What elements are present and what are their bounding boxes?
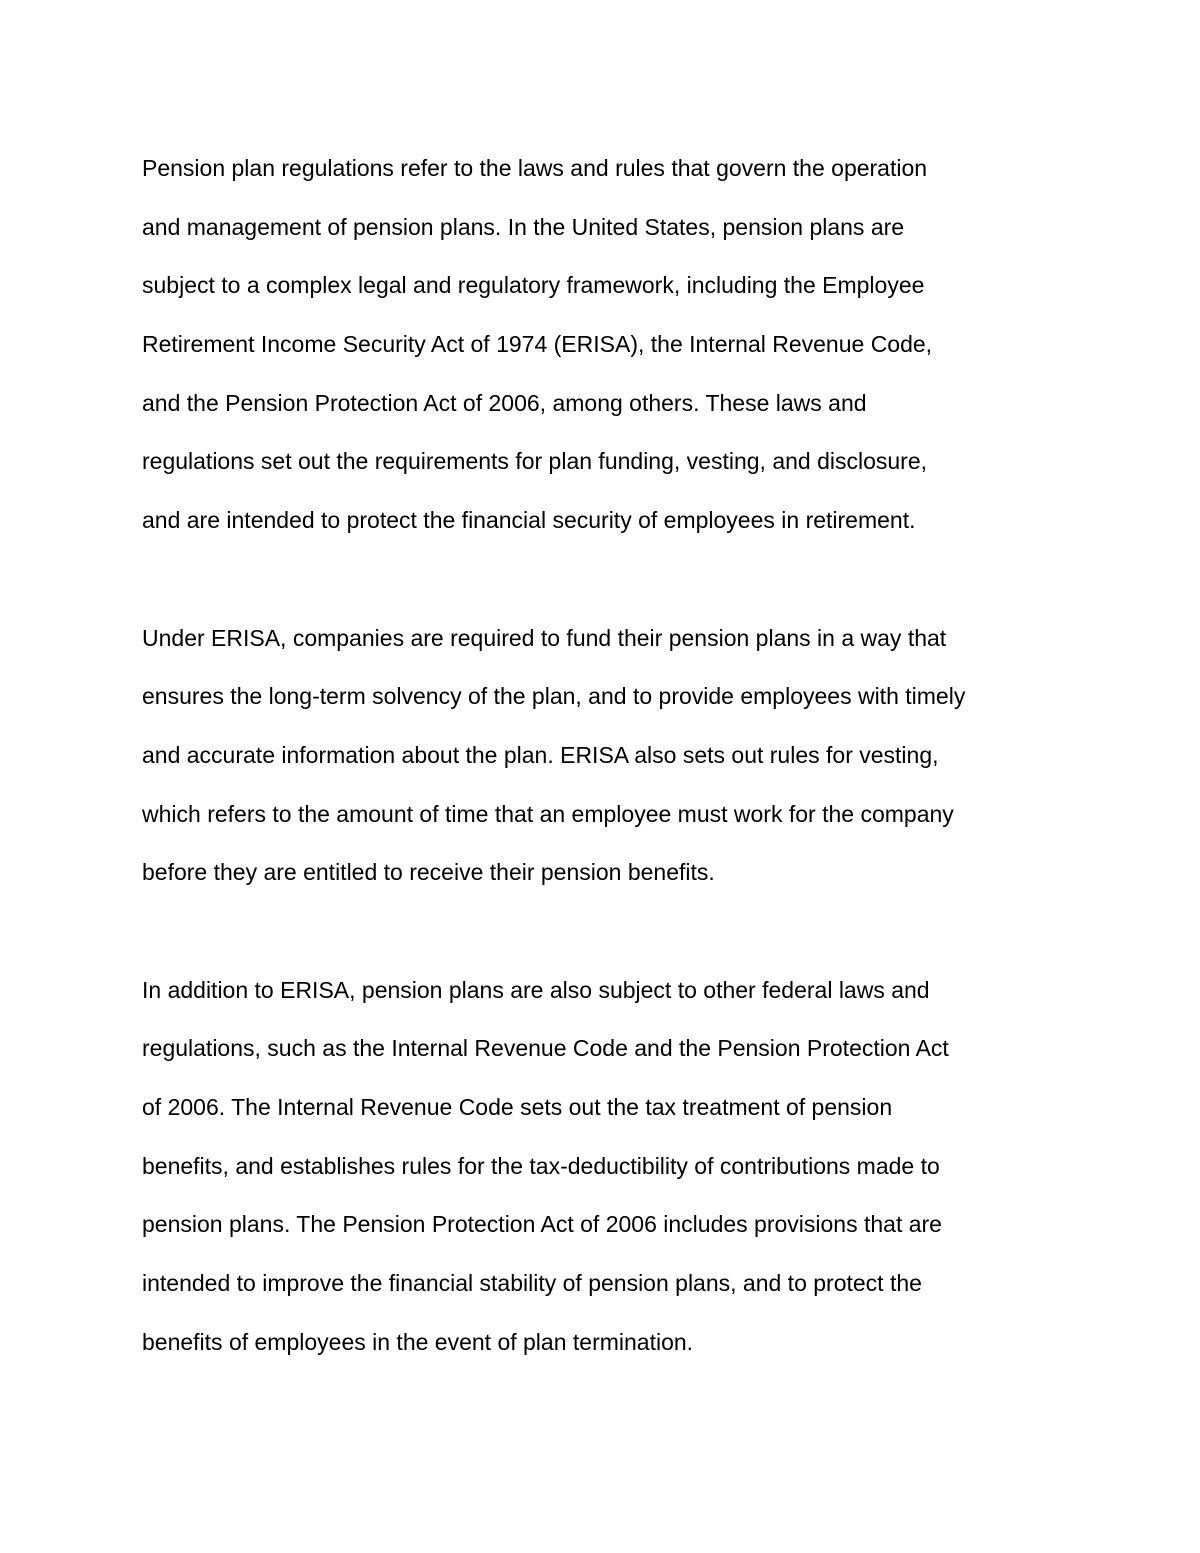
- text-line: and the Pension Protection Act of 2006, among others. These laws and: [142, 389, 867, 416]
- paragraph-2: [142, 609, 1142, 902]
- text-line: and management of pension plans. In the United States, pension plans are: [142, 213, 905, 240]
- document-body: [142, 139, 1142, 1371]
- text-line: ensures the long-term solvency of the plan, and to provide employees with timely: [142, 683, 966, 710]
- text-line: Retirement Income Security Act of 1974 (ERISA), the Internal Revenue Code,: [142, 331, 933, 358]
- paragraph-3: [142, 961, 1142, 1372]
- text-line: benefits of employees in the event of plan termination.: [142, 1328, 694, 1355]
- text-line: benefits, and establishes rules for the tax-deductibility of contributions made to: [142, 1152, 940, 1179]
- text-line: In addition to ERISA, pension plans are also subject to other federal laws and: [142, 976, 930, 1003]
- text-line: subject to a complex legal and regulatory framework, including the Employee: [142, 272, 925, 299]
- paragraph-spacer: [142, 550, 1142, 609]
- text-line: before they are entitled to receive their pension benefits.: [142, 859, 715, 886]
- text-line: and are intended to protect the financial security of employees in retirement.: [142, 507, 916, 534]
- text-line: Under ERISA, companies are required to fund their pension plans in a way that: [142, 624, 947, 651]
- text-line: Pension plan regulations refer to the laws and rules that govern the operation: [142, 155, 928, 181]
- text-line: regulations, such as the Internal Revenue Code and the Pension Protection Act: [142, 1035, 949, 1062]
- text-line: intended to improve the financial stability of pension plans, and to protect the: [142, 1270, 922, 1297]
- text-line: pension plans. The Pension Protection Act of 2006 includes provisions that are: [142, 1211, 942, 1238]
- text-line: and accurate information about the plan. ERISA also sets out rules for vesting,: [142, 741, 939, 768]
- text-line: which refers to the amount of time that an employee must work for the company: [142, 800, 954, 827]
- paragraph-spacer: [142, 902, 1142, 961]
- text-line: regulations set out the requirements for plan funding, vesting, and disclosure,: [142, 448, 928, 475]
- paragraph-1: [142, 139, 1142, 550]
- text-line: of 2006. The Internal Revenue Code sets out the tax treatment of pension: [142, 1094, 893, 1120]
